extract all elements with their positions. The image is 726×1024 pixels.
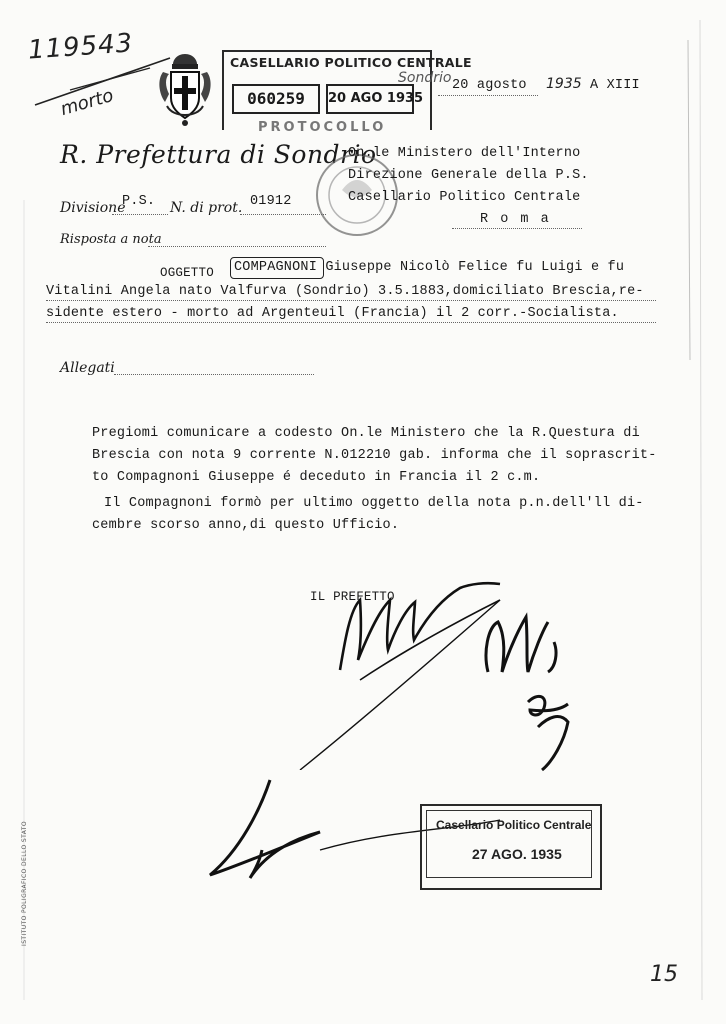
- signature-title: IL PREFETTO: [310, 590, 395, 604]
- oggetto-dotted-line-1: [46, 300, 656, 301]
- oggetto-label: OGGETTO: [160, 266, 214, 280]
- risposta-dotted-line: [148, 246, 326, 247]
- divisione-dotted-line: [112, 214, 168, 215]
- allegati-dotted-line: [114, 374, 314, 375]
- handwritten-registry-number: 119543: [27, 28, 135, 66]
- page-number: 15: [650, 962, 678, 987]
- recipient-dotted-line: [452, 228, 582, 229]
- cpc-stamp-protocol: PROTOCOLLO: [258, 120, 387, 135]
- margin-printer-text: ISTITUTO POLIGRAFICO DELLO STATO: [20, 821, 28, 946]
- oggetto-line-2: Vitalini Angela nato Valfurva (Sondrio) 3.5.1883,domiciliato Brescia,re-: [46, 284, 644, 299]
- date-year: 1935: [546, 76, 582, 92]
- date-place: Sondrio: [398, 70, 452, 86]
- prot-label: N. di prot.: [170, 200, 243, 216]
- oggetto-dotted-line-2: [46, 322, 656, 323]
- recipient-line-3: Casellario Politico Centrale: [348, 190, 581, 205]
- recipient-line-4: R o m a: [480, 212, 551, 227]
- body-p1-line-2: Brescia con nota 9 corrente N.012210 gab. informa che il soprascrit-: [92, 448, 657, 463]
- divisione-label: Divisione: [60, 200, 126, 216]
- cpc-stamp-date: 20 AGO 1935: [326, 84, 414, 114]
- cpc-stamp-title: CASELLARIO POLITICO CENTRALE: [230, 55, 472, 70]
- prot-dotted-line: [240, 214, 326, 215]
- body-p1-line-3: to Compagnoni Giuseppe é deceduto in Francia il 2 c.m.: [92, 470, 541, 485]
- divisione-value: P.S.: [122, 194, 156, 209]
- recipient-line-2: Direzione Generale della P.S.: [348, 168, 589, 183]
- oggetto-line-3: sidente estero - morto ad Argenteuil (Francia) il 2 corr.-Socialista.: [46, 306, 619, 321]
- date-dotted-line: [438, 95, 538, 96]
- cpc-stamp-number: 060259: [232, 84, 320, 114]
- prefettura-letterhead: R. Prefettura di Sondrio: [60, 140, 377, 169]
- prot-value: 01912: [250, 194, 292, 209]
- body-p2-line-1: Il Compagnoni formò per ultimo oggetto della nota p.n.dell'll di-: [104, 496, 644, 511]
- body-p1-line-1: Pregiomi comunicare a codesto On.le Ministero che la R.Questura di: [92, 426, 640, 441]
- date-era: A XIII: [590, 78, 640, 93]
- handwritten-initials: [468, 592, 588, 772]
- coat-of-arms-emblem: [155, 50, 215, 128]
- risposta-label: Risposta a nota: [60, 232, 162, 247]
- received-stamp-date: 27 AGO. 1935: [472, 846, 562, 862]
- date-text: 20 agosto: [452, 78, 527, 93]
- oggetto-line-1: COMPAGNONI Giuseppe Nicolò Felice fu Luigi e fu: [234, 260, 625, 275]
- recipient-line-1: On.le Ministero dell'Interno: [348, 146, 581, 161]
- received-stamp-title: Casellario Politico Centrale: [436, 818, 592, 832]
- allegati-label: Allegati: [60, 360, 115, 376]
- handwritten-note-morto: morto: [58, 84, 116, 121]
- body-p2-line-2: cembre scorso anno,di questo Ufficio.: [92, 518, 400, 533]
